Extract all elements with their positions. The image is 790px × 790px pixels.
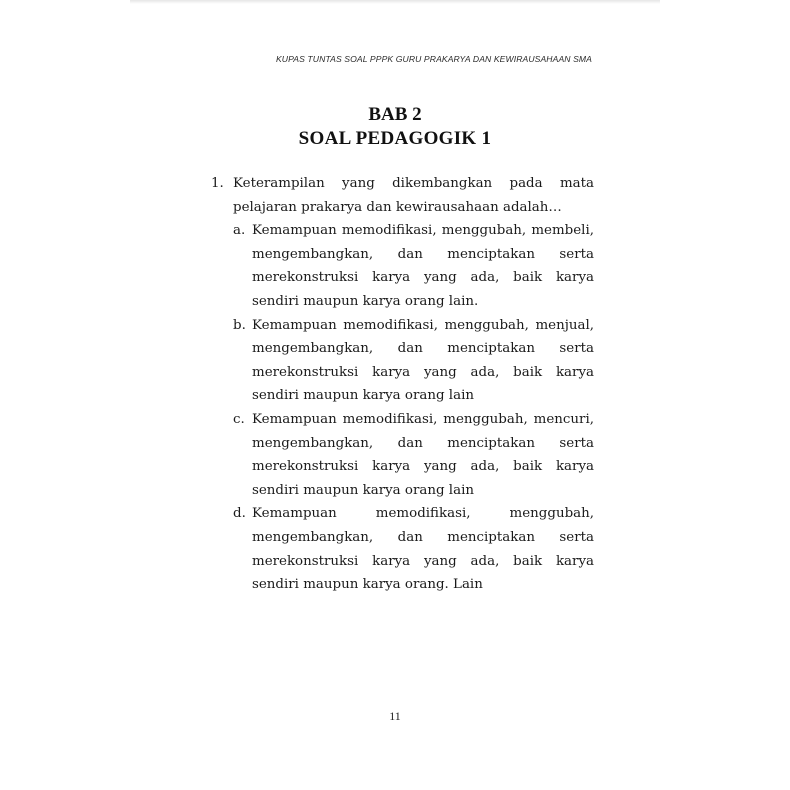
question-number: 1. <box>211 176 224 191</box>
option-letter: d. <box>233 506 246 522</box>
question-text: Keterampilan yang dikembangkan pada mata pelajaran prakarya dan kewirausahaan adalah… <box>233 176 594 215</box>
option-text: Kemampuan memodifikasi, menggubah, mengembangkan, dan menciptakan serta merekonstruksi karya yang ada, baik karya sendiri maupun karya orang. Lain <box>252 506 594 593</box>
page-number: 11 <box>389 709 401 723</box>
option-d <box>233 502 594 596</box>
page-top-shadow <box>130 0 660 4</box>
answer-options <box>233 219 594 597</box>
option-c <box>233 408 594 502</box>
running-header: KUPAS TUNTAS SOAL PPPK GURU PRAKARYA DAN KEWIRAUSAHAAN SMA <box>275 54 592 64</box>
option-text: Kemampuan memodifikasi, menggubah, mencuri, mengembangkan, dan menciptakan serta merekonstruksi karya yang ada, baik karya sendiri maupun karya orang lain <box>252 411 594 498</box>
chapter-title: SOAL PEDAGOGIK 1 <box>298 128 492 149</box>
option-b <box>233 314 594 408</box>
option-letter: b. <box>233 317 246 333</box>
option-text: Kemampuan memodifikasi, menggubah, membeli, mengembangkan, dan menciptakan serta merekonstruksi karya yang ada, baik karya sendiri maupun karya orang lain. <box>252 223 594 309</box>
option-a <box>233 219 594 313</box>
question-stem <box>211 172 594 219</box>
option-letter: c. <box>233 411 245 427</box>
question-block <box>211 172 594 597</box>
option-letter: a. <box>233 223 246 239</box>
chapter-number: BAB 2 <box>368 104 422 125</box>
option-text: Kemampuan memodifikasi, menggubah, menjual, mengembangkan, dan menciptakan serta merekonstruksi karya yang ada, baik karya sendiri maupun karya orang lain <box>252 317 594 404</box>
